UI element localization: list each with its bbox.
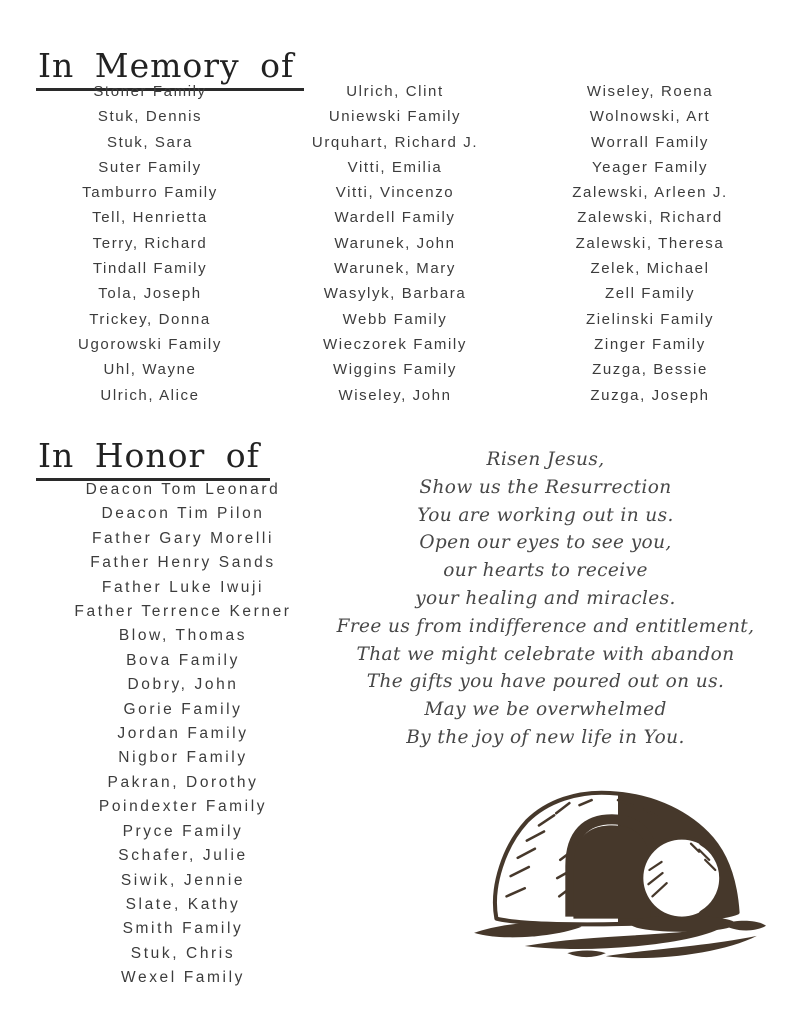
memorial-name: Vitti, Vincenzo	[335, 184, 455, 202]
memorial-name: Urquhart, Richard J.	[311, 133, 479, 151]
memorial-name: Stoner Family	[93, 83, 207, 100]
memorial-name: Wasylyk, Barbara	[323, 285, 467, 303]
memorial-name: Warunek, John	[334, 234, 456, 252]
memory-column-1	[40, 79, 260, 408]
prayer-line: Open our eyes to see you,	[419, 532, 672, 554]
prayer-line: By the joy of new life in You.	[406, 726, 685, 748]
honoree-name: Father Terrence Kerner	[74, 603, 292, 621]
honoree-name: Wexel Family	[121, 969, 245, 987]
memorial-name: Zuzga, Bessie	[592, 361, 708, 379]
honoree-name: Pryce Family	[122, 822, 244, 840]
memorial-name: Zalewski, Theresa	[575, 234, 725, 252]
honoree-name: Schafer, Julie	[118, 847, 248, 865]
prayer-line: your healing and miracles.	[415, 587, 676, 609]
memorial-name: Ugorowski Family	[78, 335, 222, 353]
memorial-name: Webb Family	[342, 310, 448, 328]
honoree-name: Stuk, Chris	[130, 944, 236, 962]
honor-section-title: In Honor of	[36, 436, 270, 481]
memorial-name: Tell, Henrietta	[92, 209, 208, 227]
memorial-name: Wiseley, John	[338, 386, 452, 404]
memorial-name: Wolnowski, Art	[589, 108, 711, 126]
memorial-name: Zelek, Michael	[590, 260, 710, 278]
memory-column-2	[260, 79, 530, 408]
memorial-name: Wiggins Family	[332, 361, 458, 379]
honoree-name: Blow, Thomas	[118, 627, 248, 645]
memorial-name: Warunek, Mary	[334, 260, 456, 278]
prayer-line: The gifts you have poured out on us.	[366, 671, 725, 693]
memorial-name: Terry, Richard	[92, 234, 208, 252]
honoree-name: Pakran, Dorothy	[107, 773, 259, 791]
memorial-name: Suter Family	[98, 158, 202, 176]
memorial-name: Wiseley, Roena	[586, 83, 714, 100]
honoree-name: Deacon Tim Pilon	[101, 505, 265, 523]
honoree-name: Slate, Kathy	[125, 895, 241, 913]
memorial-name: Ulrich, Alice	[100, 386, 200, 404]
easter-prayer	[318, 446, 773, 752]
memory-column-3	[530, 79, 770, 408]
honoree-name: Dobry, John	[127, 676, 239, 694]
memorial-name: Worrall Family	[591, 133, 709, 151]
memorial-name: Wieczorek Family	[323, 335, 467, 353]
prayer-line: Free us from indifference and entitlement,	[336, 615, 755, 637]
memorial-name: Zalewski, Richard	[577, 209, 723, 227]
memorial-name: Tola, Joseph	[98, 285, 202, 303]
honoree-name: Deacon Tom Leonard	[85, 481, 281, 498]
memorial-name: Vitti, Emilia	[347, 158, 443, 176]
honoree-name: Father Gary Morelli	[91, 529, 275, 547]
empty-tomb-illustration	[466, 772, 770, 968]
prayer-line: May we be overwhelmed	[424, 699, 667, 721]
honoree-name: Father Luke Iwuji	[101, 578, 265, 596]
honoree-name: Gorie Family	[123, 700, 243, 718]
prayer-line: That we might celebrate with abandon	[356, 643, 735, 665]
memorial-name: Tamburro Family	[82, 184, 218, 202]
honor-name-list	[38, 478, 328, 991]
honoree-name: Nigbor Family	[118, 749, 248, 767]
memory-name-grid	[40, 79, 770, 408]
memorial-name: Ulrich, Clint	[346, 83, 444, 100]
memorial-name: Zalewski, Arleen J.	[572, 184, 728, 202]
memorial-name: Trickey, Donna	[89, 310, 211, 328]
memorial-name: Zinger Family	[594, 335, 706, 353]
memorial-name: Zielinski Family	[585, 310, 715, 328]
honoree-name: Siwik, Jennie	[120, 871, 246, 889]
memorial-name: Uniewski Family	[328, 108, 462, 126]
memory-section-title: In Memory of	[36, 46, 304, 91]
memorial-name: Zell Family	[604, 285, 696, 303]
memorial-name: Uhl, Wayne	[103, 361, 197, 379]
prayer-line: Risen Jesus,	[486, 449, 605, 470]
prayer-line: our hearts to receive	[443, 560, 648, 582]
prayer-line: Show us the Resurrection	[419, 476, 672, 498]
honoree-name: Jordan Family	[117, 725, 249, 743]
memorial-name: Stuk, Sara	[106, 133, 194, 151]
honoree-name: Bova Family	[126, 651, 240, 669]
tomb-opening	[573, 825, 650, 918]
memorial-name: Tindall Family	[92, 260, 208, 278]
memorial-name: Stuk, Dennis	[97, 108, 203, 126]
honoree-name: Poindexter Family	[98, 798, 268, 816]
memorial-name: Zuzga, Joseph	[590, 386, 710, 404]
honoree-name: Father Henry Sands	[90, 554, 276, 572]
memorial-name: Wardell Family	[334, 209, 456, 227]
prayer-line: You are working out in us.	[417, 504, 674, 526]
memorial-name: Yeager Family	[591, 158, 709, 176]
honoree-name: Smith Family	[122, 920, 244, 938]
